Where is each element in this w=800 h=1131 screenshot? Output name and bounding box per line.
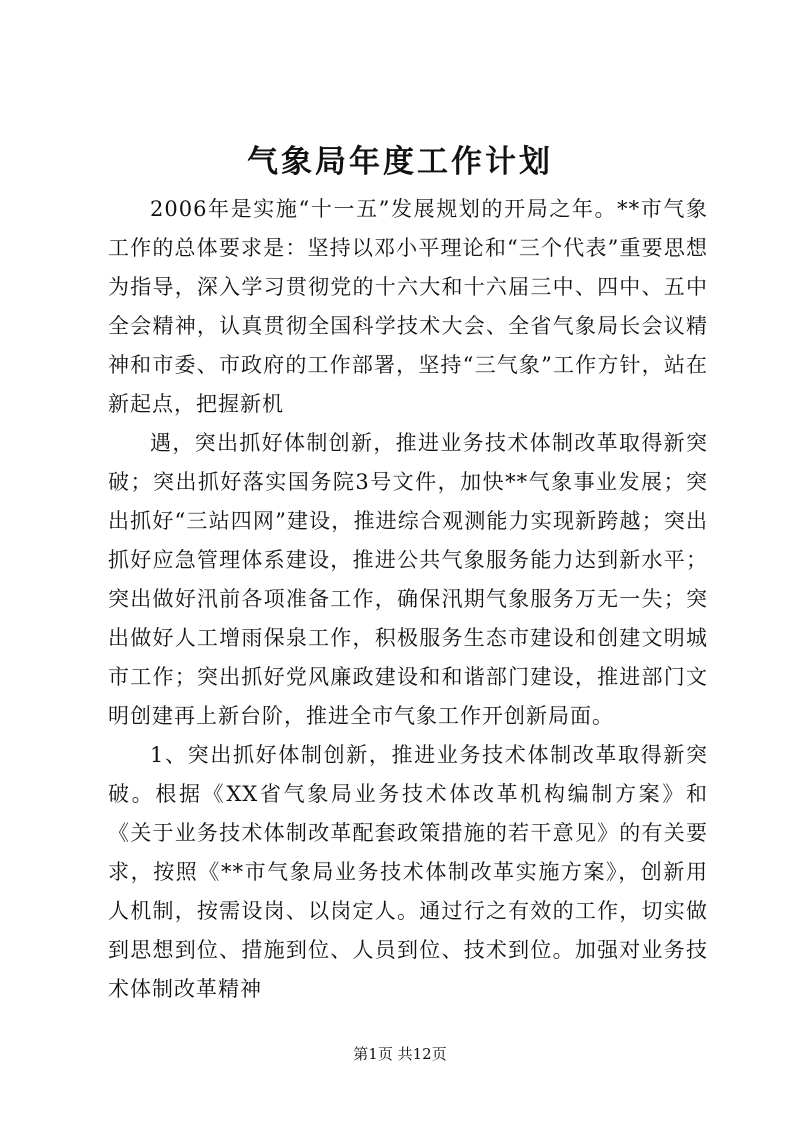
document-body bbox=[108, 190, 708, 1009]
paragraph-3: 1、突出抓好体制创新，推进业务技术体制改革取得新突破。根据《XX省气象局业务技术体改革机构编制方案》和《关于业务技术体制改革配套政策措施的若干意见》的有关要求，按照《**市气象局业务技术体制改革实施方案》，创新用人机制，按需设岗、以岗定人。通过行之有效的工作，切实做到思想到位、措施到位、人员到位、技术到位。加强对业务技术体制改革精神 bbox=[108, 743, 708, 1001]
page-footer: 第1页 共12页 bbox=[353, 1045, 447, 1063]
paragraph-2: 遇，突出抓好体制创新，推进业务技术体制改革取得新突破；突出抓好落实国务院3号文件，加快**气象事业发展；突出抓好“三站四网”建设，推进综合观测能力实现新跨越；突出抓好应急管理体系建设，推进公共气象服务能力达到新水平；突出做好汛前各项准备工作，确保汛期气象服务万无一失；突出做好人工增雨保泉工作，积极服务生态市建设和创建文明城市工作；突出抓好党风廉政建设和和谐部门建设，推进部门文明创建再上新台阶，推进全市气象工作开创新局面。 bbox=[108, 431, 708, 728]
document-title: 气象局年度工作计划 bbox=[247, 144, 553, 180]
paragraph-1: 2006年是实施“十一五”发展规划的开局之年。**市气象工作的总体要求是：坚持以邓小平理论和“三个代表”重要思想为指导，深入学习贯彻党的十六大和十六届三中、四中、五中全会精神，认真贯彻全国科学技术大会、全省气象局长会议精神和市委、市政府的工作部署，坚持“三气象”工作方针，站在新起点，把握新机 bbox=[108, 197, 708, 416]
